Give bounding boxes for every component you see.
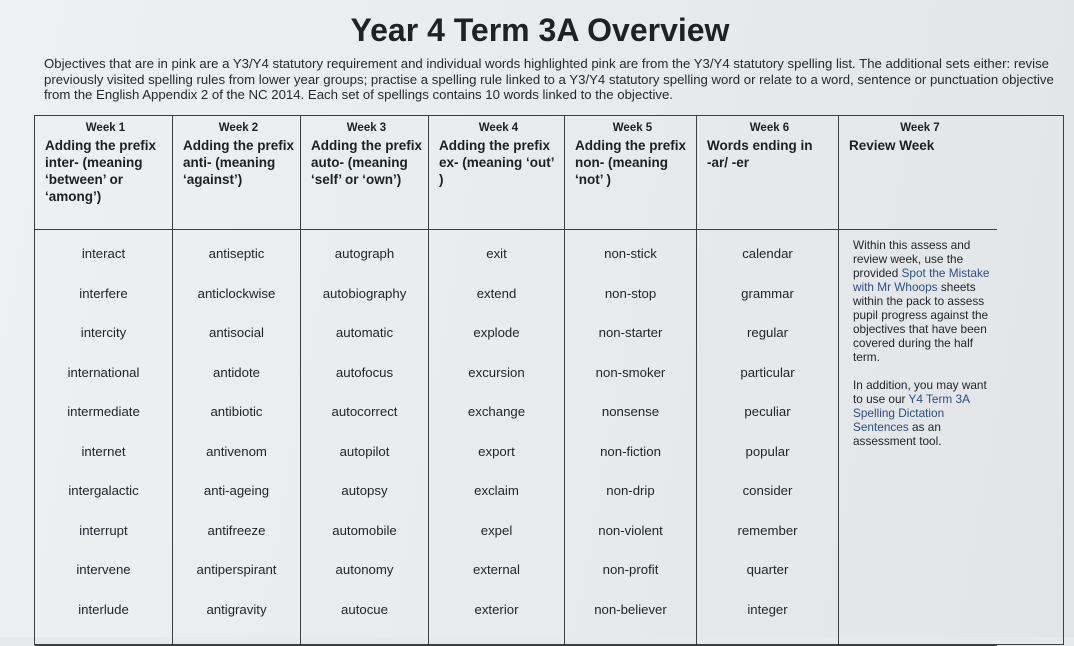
dictation-sentences-link[interactable]: Y4 Term 3A Spelling Dictation Sentences (853, 392, 970, 434)
review-paragraph-2 (853, 378, 993, 448)
week-label: Week 3 (346, 122, 387, 134)
week-label: Week 1 (85, 122, 126, 134)
week-5-header (565, 116, 697, 230)
review-text: Within this assess and review week, use the provided (853, 238, 971, 280)
week-1-word-list (35, 230, 173, 646)
spelling-word: autofocus (335, 364, 394, 380)
week-7-header (839, 116, 997, 230)
week-objective: Adding the prefix ex- (meaning ‘out’ ) (439, 138, 554, 187)
spelling-word: excursion (468, 364, 525, 380)
spelling-word: interrupt (79, 522, 128, 538)
spelling-word: exterior (474, 601, 519, 617)
week-2-header (173, 116, 301, 230)
week-4-word-list (429, 230, 565, 646)
week-3-header (301, 116, 429, 230)
spelling-word: non-starter (598, 325, 663, 341)
spelling-word: extend (476, 285, 517, 301)
spelling-word: antiperspirant (196, 562, 277, 578)
spelling-word: consider (742, 483, 793, 499)
spelling-word: antifreeze (207, 522, 266, 538)
spelling-word: nonsense (601, 404, 660, 420)
spelling-word: autopilot (339, 443, 390, 459)
spelling-word: interact (81, 246, 126, 262)
spelling-word: internet (81, 443, 126, 459)
spelling-word: intermediate (67, 404, 140, 420)
week-objective: Adding the prefix non- (meaning ‘not’ ) (575, 138, 686, 187)
spelling-word: remember (737, 522, 798, 538)
overview-table (34, 115, 1064, 645)
week-objective: Adding the prefix anti- (meaning ‘against’) (183, 138, 294, 187)
spelling-word: non-stick (604, 246, 657, 262)
spelling-word: intercity (80, 325, 127, 341)
spelling-word: intervene (76, 562, 131, 578)
spelling-word: non-drip (606, 483, 655, 499)
week-label: Week 4 (478, 122, 519, 134)
spelling-word: anticlockwise (197, 285, 276, 301)
spelling-word: autocue (341, 601, 388, 617)
spelling-word: grammar (741, 285, 794, 301)
spelling-word: autonomy (335, 562, 394, 578)
week-label: Week 2 (218, 122, 259, 134)
spelling-word: explode (473, 325, 520, 341)
spelling-word: non-fiction (600, 443, 661, 459)
spelling-word: popular (745, 443, 790, 459)
week-objective: Review Week (849, 138, 935, 153)
spot-the-mistake-link[interactable]: Spot the Mistake with Mr Whoops (853, 266, 990, 294)
intro-paragraph: Objectives that are in pink are a Y3/Y4 statutory requirement and individual words highlighted pink are from the Y3/Y4 statutory spelling list. The additional sets either: revise previously visited spelling rules from lower year groups; practise a spelling rule linked to a Y3/Y4 statutory spelling word or relate to a word, sentence or punctuation objective from the English Appendix 2 of the NC 2014. Each set of spellings contains 10 words linked to the objective. (44, 56, 1054, 102)
week-objective: Adding the prefix inter- (meaning ‘between’ or ‘among’) (45, 138, 156, 204)
spelling-word: autopsy (341, 483, 388, 499)
review-text: as an assessment tool. (853, 420, 942, 448)
week-label: Week 5 (612, 122, 653, 134)
spelling-word: automobile (332, 522, 397, 538)
week-label: Week 6 (749, 122, 790, 134)
spelling-word: automatic (335, 325, 394, 341)
spelling-word: antiseptic (208, 246, 265, 262)
review-text: In addition, you may want to use our (853, 378, 987, 406)
week-objective: Words ending in -ar/ -er (707, 138, 813, 170)
spelling-word: autograph (334, 246, 395, 262)
review-week-notes (839, 230, 997, 646)
spelling-word: calendar (742, 246, 793, 262)
week-5-word-list (565, 230, 697, 646)
spelling-word: quarter (746, 562, 789, 578)
week-2-word-list (173, 230, 301, 646)
review-text: sheets within the pack to assess pupil progress against the objectives that have been covered during the half term. (853, 280, 989, 364)
spelling-word: international (67, 364, 140, 380)
spelling-word: non-smoker (595, 364, 666, 380)
spelling-word: export (478, 443, 515, 459)
spelling-word: non-violent (598, 522, 663, 538)
spelling-word: exchange (467, 404, 526, 420)
spelling-word: interlude (78, 601, 129, 617)
spelling-word: interfere (79, 285, 128, 301)
week-6-word-list (697, 230, 839, 646)
spelling-word: peculiar (744, 404, 791, 420)
spelling-word: non-profit (602, 562, 659, 578)
spelling-word: antidote (213, 364, 260, 380)
review-paragraph-1 (853, 238, 993, 364)
spelling-word: non-believer (594, 601, 667, 617)
week-4-header (429, 116, 565, 230)
spelling-word: intergalactic (68, 483, 139, 499)
week-label: Week 7 (900, 122, 940, 134)
spelling-word: antivenom (206, 443, 267, 459)
spelling-word: autocorrect (331, 404, 398, 420)
spelling-word: exclaim (474, 483, 519, 499)
spelling-word: antibiotic (210, 404, 263, 420)
spelling-word: external (473, 562, 520, 578)
spelling-word: antisocial (209, 325, 264, 341)
spelling-word: non-stop (604, 285, 657, 301)
page-title: Year 4 Term 3A Overview (350, 12, 730, 48)
spelling-word: exit (486, 246, 507, 262)
spelling-word: anti-ageing (203, 483, 270, 499)
spelling-word: regular (746, 325, 789, 341)
spelling-word: expel (480, 522, 513, 538)
week-3-word-list (301, 230, 429, 646)
spelling-word: integer (747, 601, 788, 617)
spelling-word: particular (740, 364, 795, 380)
week-6-header (697, 116, 839, 230)
spelling-word: autobiography (322, 285, 407, 301)
spelling-word: antigravity (206, 601, 267, 617)
week-1-header (35, 116, 173, 230)
week-objective: Adding the prefix auto- (meaning ‘self’ or ‘own’) (311, 138, 422, 187)
